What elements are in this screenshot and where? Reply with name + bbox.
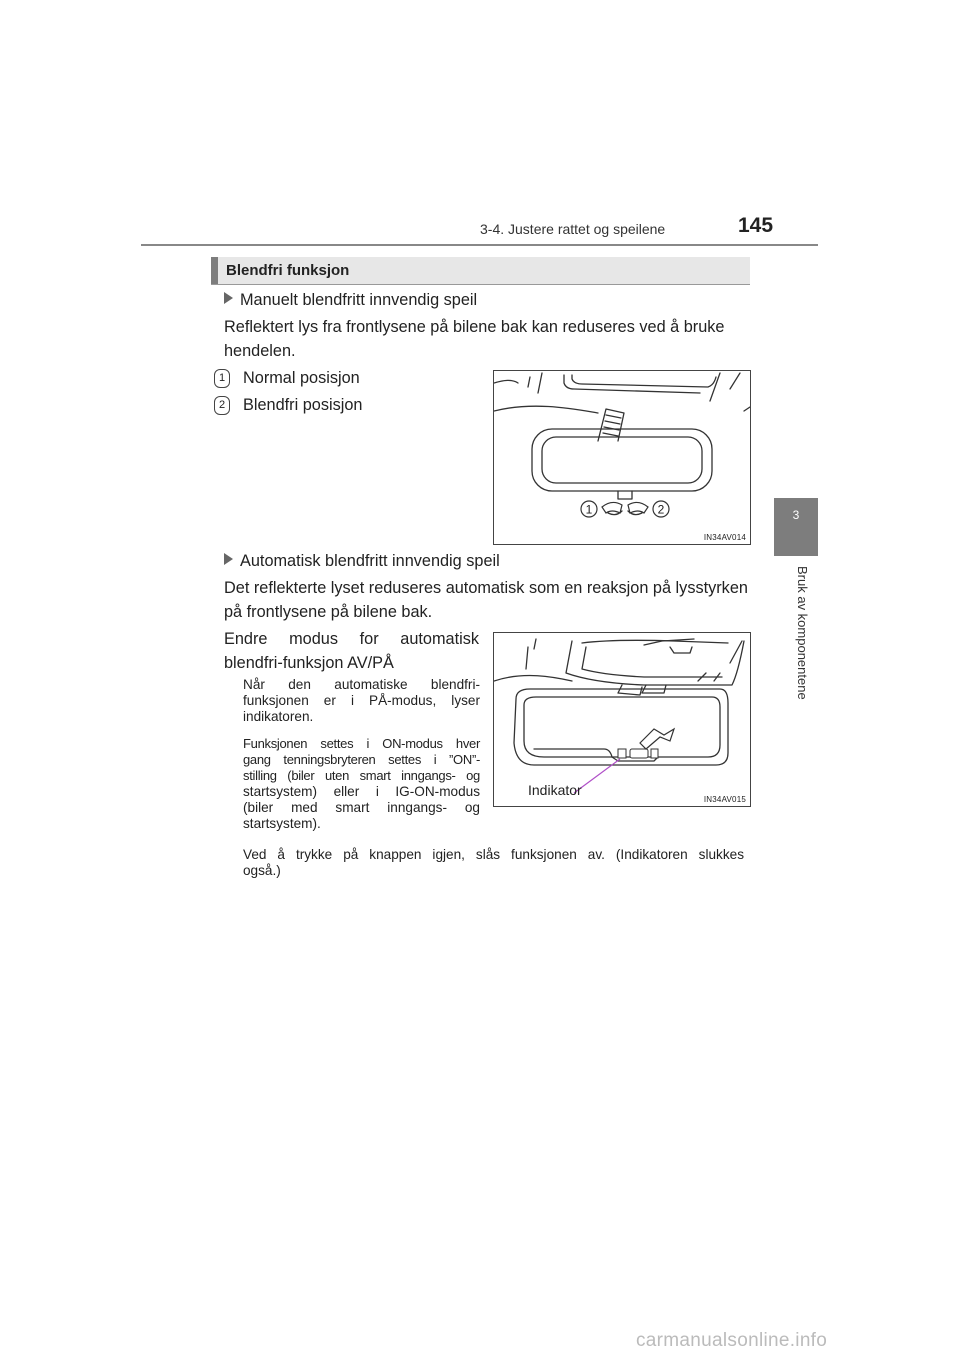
manual-body-line1: Reflektert lys fra frontlysene på bilene bak kan reduseres ved å bruke xyxy=(224,318,725,336)
note2-line1: Funksjonen settes i ON-modus hver xyxy=(243,736,480,751)
section-accent xyxy=(211,257,218,284)
triangle-bullet-icon xyxy=(224,292,233,304)
mode-line1: Endre modus for automatisk xyxy=(224,630,479,648)
auto-heading-text: Automatisk blendfritt innvendig speil xyxy=(240,552,500,570)
note2-line6: startsystem). xyxy=(243,816,321,831)
mode-line2: blendfri-funksjon AV/PÅ xyxy=(224,654,394,672)
chapter-tab xyxy=(774,498,818,556)
item-normal-position: Normal posisjon xyxy=(243,369,360,387)
figure-manual-mirror xyxy=(493,370,751,545)
auto-heading xyxy=(224,549,500,574)
section-title: Blendfri funksjon xyxy=(226,262,350,279)
figure-callout-1: 1 xyxy=(585,502,593,517)
note3-line1: Ved å trykke på knappen igjen, slås funksjonen av. (Indikatoren slukkes xyxy=(243,847,744,862)
figure-auto-mirror xyxy=(493,632,751,807)
note1-line2: funksjonen er i PÅ-modus, lyser xyxy=(243,693,480,708)
header-section-title: 3-4. Justere rattet og speilene xyxy=(480,221,666,237)
chapter-name: Bruk av komponentene xyxy=(795,566,810,700)
number-1-icon: 1 xyxy=(214,369,230,388)
manual-heading xyxy=(224,288,477,313)
figure-code-1: IN34AV014 xyxy=(703,533,746,542)
item-antiglare-position: Blendfri posisjon xyxy=(243,396,363,414)
triangle-bullet-icon xyxy=(224,553,233,565)
header-divider xyxy=(141,244,818,246)
note1-line1: Når den automatiske blendfri- xyxy=(243,677,480,692)
indicator-label: Indikator xyxy=(528,782,582,798)
note1-line3: indikatoren. xyxy=(243,709,314,724)
number-2-icon: 2 xyxy=(214,396,230,415)
auto-body-line1: Det reflekterte lyset reduseres automatisk som en reaksjon på lysstyrken xyxy=(224,579,748,597)
manual-mirror-illustration xyxy=(494,371,750,544)
manual-body-line2: hendelen. xyxy=(224,342,296,360)
figure-code-2: IN34AV015 xyxy=(703,795,746,804)
chapter-number: 3 xyxy=(792,508,800,522)
note2-line4: startsystem) eller i IG-ON-modus xyxy=(243,784,480,799)
figure-callout-2: 2 xyxy=(657,502,665,517)
page-number: 145 xyxy=(738,214,774,237)
auto-mirror-illustration xyxy=(494,633,750,806)
chapter-side-label xyxy=(795,566,810,726)
note3-line2: også.) xyxy=(243,863,281,878)
note2-line5: (biler med smart inngangs- og xyxy=(243,800,480,815)
manual-heading-text: Manuelt blendfritt innvendig speil xyxy=(240,291,478,309)
section-heading-bar xyxy=(211,257,750,285)
watermark: carmanualsonline.info xyxy=(636,1330,828,1351)
note2-line3: stilling (biler uten smart inngangs- og xyxy=(243,768,480,783)
auto-body-line2: på frontlysene på bilene bak. xyxy=(224,603,433,621)
note2-line2: gang tenningsbryteren settes i ”ON”- xyxy=(243,752,480,767)
